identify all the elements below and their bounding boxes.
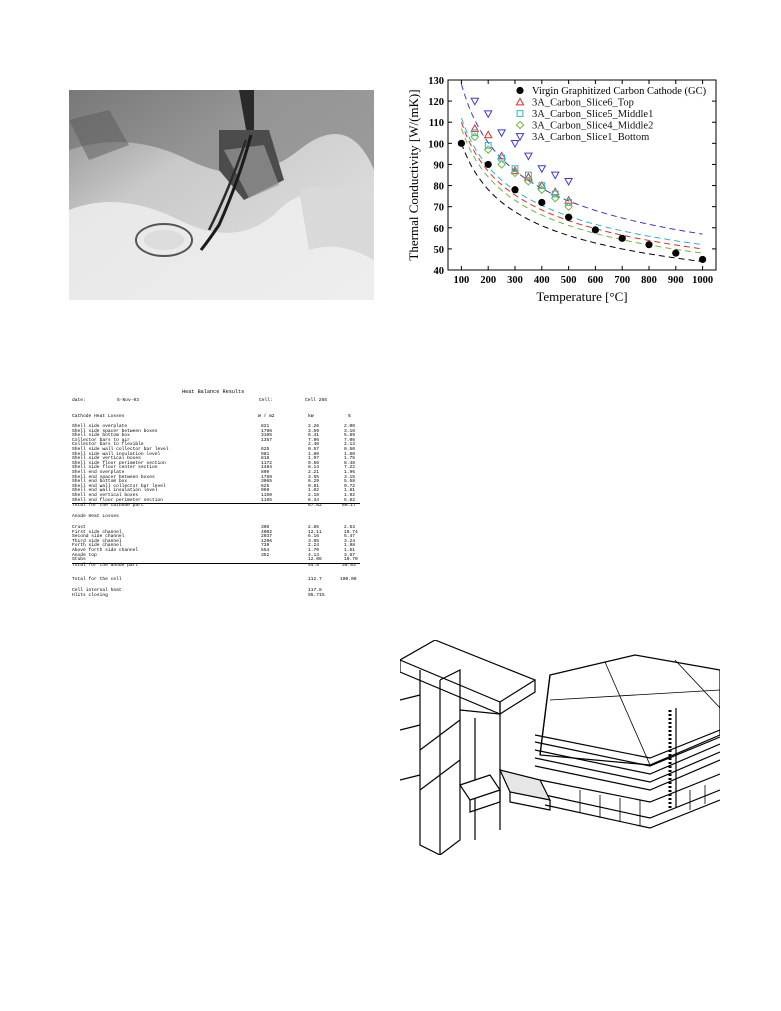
data-point-4 [565, 178, 572, 184]
row-name: First side channel [72, 529, 122, 535]
row-kw: 6.41 [308, 433, 320, 439]
y-tick-label: 110 [428, 118, 444, 130]
cathode-total-kw: 67.82 [308, 503, 322, 508]
row-wm2: 4002 [261, 529, 273, 535]
heat-balance-table [72, 388, 367, 603]
y-tick-label: 60 [433, 223, 444, 235]
row-name: Second side channel [72, 534, 125, 540]
legend-marker-3 [516, 121, 523, 128]
row-name: Collector bars to flexible [72, 442, 144, 448]
row-name: Shell side floor perimeter section [72, 460, 166, 466]
legend-label: 3A_Carbon_Slice4_Middle2 [532, 120, 654, 132]
data-point-4 [511, 140, 518, 146]
x-tick-label: 200 [480, 275, 497, 286]
row-wm2: 1796 [261, 428, 273, 434]
row-name: Crust [72, 525, 86, 530]
legend-label: 3A_Carbon_Slice6_Top [532, 97, 634, 109]
data-point-4 [525, 153, 532, 159]
anode-total-kw: 44.9 [308, 563, 320, 568]
data-point-0 [619, 235, 626, 242]
anode-total-pct: 39.83 [342, 563, 356, 568]
row-kw: 0.57 [308, 447, 320, 452]
row-name: Shell end vertical boxes [72, 493, 139, 498]
row-wm2: 809 [261, 470, 270, 475]
row-wm2: 3065 [261, 479, 273, 485]
data-point-0 [485, 161, 492, 168]
row-kw: 7.96 [308, 437, 320, 443]
row-wm2: 554 [261, 548, 270, 553]
row-wm2: 306 [261, 525, 270, 530]
legend-marker-4 [516, 134, 523, 140]
col-kw-header: kW [308, 414, 314, 419]
cathode-total-pct: 60.17 [342, 503, 356, 508]
data-point-0 [458, 140, 465, 147]
row-wm2: 821 [261, 424, 270, 429]
row-pct: 0.50 [344, 447, 356, 452]
data-point-0 [538, 199, 545, 206]
row-pct: 5.47 [344, 534, 356, 540]
row-name: Shell end spacer between boxes [72, 474, 155, 480]
y-tick-label: 70 [433, 202, 444, 214]
row-pct: 10.70 [344, 557, 358, 563]
data-point-4 [498, 130, 505, 136]
row-name: Stubs [72, 557, 86, 563]
row-pct: 2.53 [344, 525, 356, 530]
row-wm2: 1172 [261, 460, 273, 466]
row-wm2: 1357 [261, 437, 273, 443]
row-pct: 2.00 [344, 424, 356, 429]
x-axis-label: Temperature [°C] [536, 289, 628, 304]
row-pct: 0.72 [344, 483, 356, 489]
row-name: Forth side channel [72, 543, 122, 549]
col-pct-header: % [348, 414, 351, 419]
row-name: Shell end floor perimeter section [72, 497, 163, 503]
row-kw: 6.29 [308, 479, 320, 485]
cell-label: Cell: [259, 398, 273, 403]
x-tick-label: 600 [587, 275, 604, 286]
fit-line-3 [461, 129, 702, 254]
row-pct: 2.13 [344, 442, 356, 448]
row-name: Third side channel [72, 538, 122, 544]
closing-value: 95.71% [308, 592, 325, 598]
row-wm2: 1789 [261, 474, 273, 480]
row-pct: 1.98 [344, 543, 356, 549]
date-label: date: [72, 398, 86, 403]
row-kw: 2.26 [308, 424, 320, 429]
row-kw: 1.70 [308, 548, 320, 553]
row-pct: 1.60 [344, 451, 356, 457]
table-title: Heat Balance Results [182, 389, 245, 395]
row-name: Above forth side channel [72, 548, 139, 553]
y-axis-label: Thermal Conductivity [W/(mK)] [406, 89, 421, 261]
anode-section-heading: Anode Heat Losses [72, 514, 119, 519]
y-tick-label: 90 [433, 160, 444, 172]
cell-value: Cell 265 [305, 398, 328, 403]
row-kw: 2.40 [308, 442, 320, 448]
closing-label: Hlits closing [72, 592, 108, 598]
row-pct: 3.67 [344, 552, 356, 558]
row-kw: 3.65 [308, 538, 320, 544]
anode-total-label: Total for the anode part [72, 563, 139, 568]
row-pct: 10.74 [344, 529, 358, 535]
data-point-4 [471, 98, 478, 104]
legend-label: Virgin Graphitized Carbon Cathode (GC) [532, 86, 707, 97]
date-value: 5-Nov-03 [117, 398, 140, 403]
internal-heat-label: Cell internal heat [72, 588, 122, 593]
data-point-4 [552, 172, 559, 178]
cell-total-label: Total for the cell [72, 577, 122, 582]
row-pct: 3.15 [344, 474, 356, 480]
legend-marker-0 [516, 87, 523, 94]
row-pct: 5.58 [344, 479, 356, 485]
row-wm2: 1206 [261, 538, 273, 544]
legend-marker-2 [517, 111, 523, 117]
row-wm2: 2037 [261, 534, 273, 540]
data-point-0 [672, 250, 679, 257]
row-pct: 3.18 [344, 428, 356, 434]
thermal-conductivity-chart [400, 70, 730, 310]
row-wm2: 3105 [261, 433, 273, 439]
data-point-4 [485, 111, 492, 117]
row-kw: 6.34 [308, 497, 320, 503]
row-pct: 5.69 [344, 433, 356, 439]
row-wm2: 818 [261, 456, 270, 462]
pot-shell-drawing [400, 640, 720, 855]
row-wm2: 625 [261, 447, 270, 452]
legend-label: 3A_Carbon_Slice5_Middle1 [532, 109, 654, 120]
row-name: Shell side floor center section [72, 465, 158, 471]
row-name: Shell side overplate [72, 424, 128, 429]
col-wm2-header: W / m2 [258, 414, 275, 419]
row-kw: 2.16 [308, 493, 320, 498]
row-name: Shell side spacer between boxes [72, 428, 158, 434]
row-name: Shell side wall collector bar level [72, 447, 169, 452]
row-pct: 1.51 [344, 548, 356, 553]
row-wm2: 981 [261, 451, 270, 457]
chart-legend [516, 86, 706, 143]
row-kw: 6.16 [308, 534, 320, 540]
row-pct: 1.96 [344, 470, 356, 475]
data-point-4 [538, 166, 545, 172]
row-pct: 1.75 [344, 456, 356, 462]
x-tick-label: 400 [533, 275, 550, 286]
row-kw: 2.85 [308, 525, 320, 530]
row-kw: 8.14 [308, 465, 320, 471]
row-kw: 3.59 [308, 428, 320, 434]
y-tick-label: 130 [428, 76, 444, 87]
row-name: Shell end wall insulation level [72, 488, 158, 494]
data-point-0 [699, 256, 706, 263]
x-tick-label: 1000 [692, 275, 714, 286]
row-pct: 8.48 [344, 460, 356, 466]
x-tick-label: 300 [507, 275, 523, 286]
row-pct: 5.62 [344, 497, 356, 503]
row-name: Shell side vertical boxes [72, 456, 141, 462]
data-point-0 [565, 214, 572, 221]
row-kw: 0.81 [308, 483, 320, 489]
data-point-0 [592, 226, 599, 233]
cathode-total-label: Total for the cathode part [72, 503, 144, 508]
row-wm2: 1165 [261, 497, 273, 503]
row-name: Shell end bottom box [72, 479, 128, 485]
row-name: Shell end wall collector bar level [72, 483, 166, 489]
probe-photo [69, 90, 374, 300]
cell-total-pct: 100.00 [340, 577, 357, 582]
row-pct: 7.22 [344, 465, 356, 471]
row-name: Collector bars to air [72, 437, 130, 443]
row-wm2: 1150 [261, 493, 273, 498]
row-kw: 1.97 [308, 456, 320, 462]
row-kw: 3.55 [308, 474, 320, 480]
data-point-1 [485, 131, 492, 137]
x-tick-label: 500 [560, 275, 577, 286]
row-kw: 12.11 [308, 529, 322, 535]
x-tick-label: 700 [614, 275, 631, 286]
data-point-0 [645, 241, 652, 248]
row-kw: 1.80 [308, 451, 320, 457]
row-kw: 2.21 [308, 470, 320, 475]
row-kw: 12.06 [308, 557, 322, 563]
row-wm2: 352 [261, 552, 270, 558]
row-name: Shell side wall insulation level [72, 451, 161, 457]
legend-marker-1 [516, 98, 523, 104]
row-kw: 1.82 [308, 488, 320, 494]
x-tick-label: 100 [453, 275, 470, 286]
row-pct: 3.24 [344, 538, 356, 544]
row-pct: 7.06 [344, 437, 356, 443]
x-tick-label: 900 [667, 275, 684, 286]
row-pct: 1.61 [344, 488, 356, 494]
row-wm2: 1484 [261, 465, 273, 471]
row-name: Shell end overplate [72, 470, 125, 475]
row-wm2: 969 [261, 488, 270, 494]
row-name: Anode top [72, 552, 97, 558]
y-tick-label: 80 [433, 181, 444, 193]
row-kw: 4.13 [308, 552, 320, 558]
legend-label: 3A_Carbon_Slice1_Bottom [532, 132, 650, 143]
y-tick-label: 100 [428, 139, 444, 151]
internal-heat-value: 117.8 [308, 588, 322, 593]
y-tick-label: 120 [428, 97, 444, 109]
y-tick-label: 40 [433, 266, 444, 277]
data-point-0 [511, 186, 518, 193]
row-pct: 1.92 [344, 493, 356, 498]
y-tick-label: 50 [433, 244, 444, 256]
row-kw: 2.24 [308, 543, 320, 549]
data-point-3 [498, 161, 505, 168]
row-wm2: 625 [261, 483, 270, 489]
cell-total-kw: 112.7 [308, 577, 322, 582]
row-wm2: 739 [261, 543, 270, 549]
row-kw: 9.56 [308, 460, 320, 466]
row-name: Shell side bottom box [72, 433, 130, 439]
x-tick-label: 800 [641, 275, 657, 286]
cathode-section-heading: Cathode Heat Losses [72, 414, 125, 419]
